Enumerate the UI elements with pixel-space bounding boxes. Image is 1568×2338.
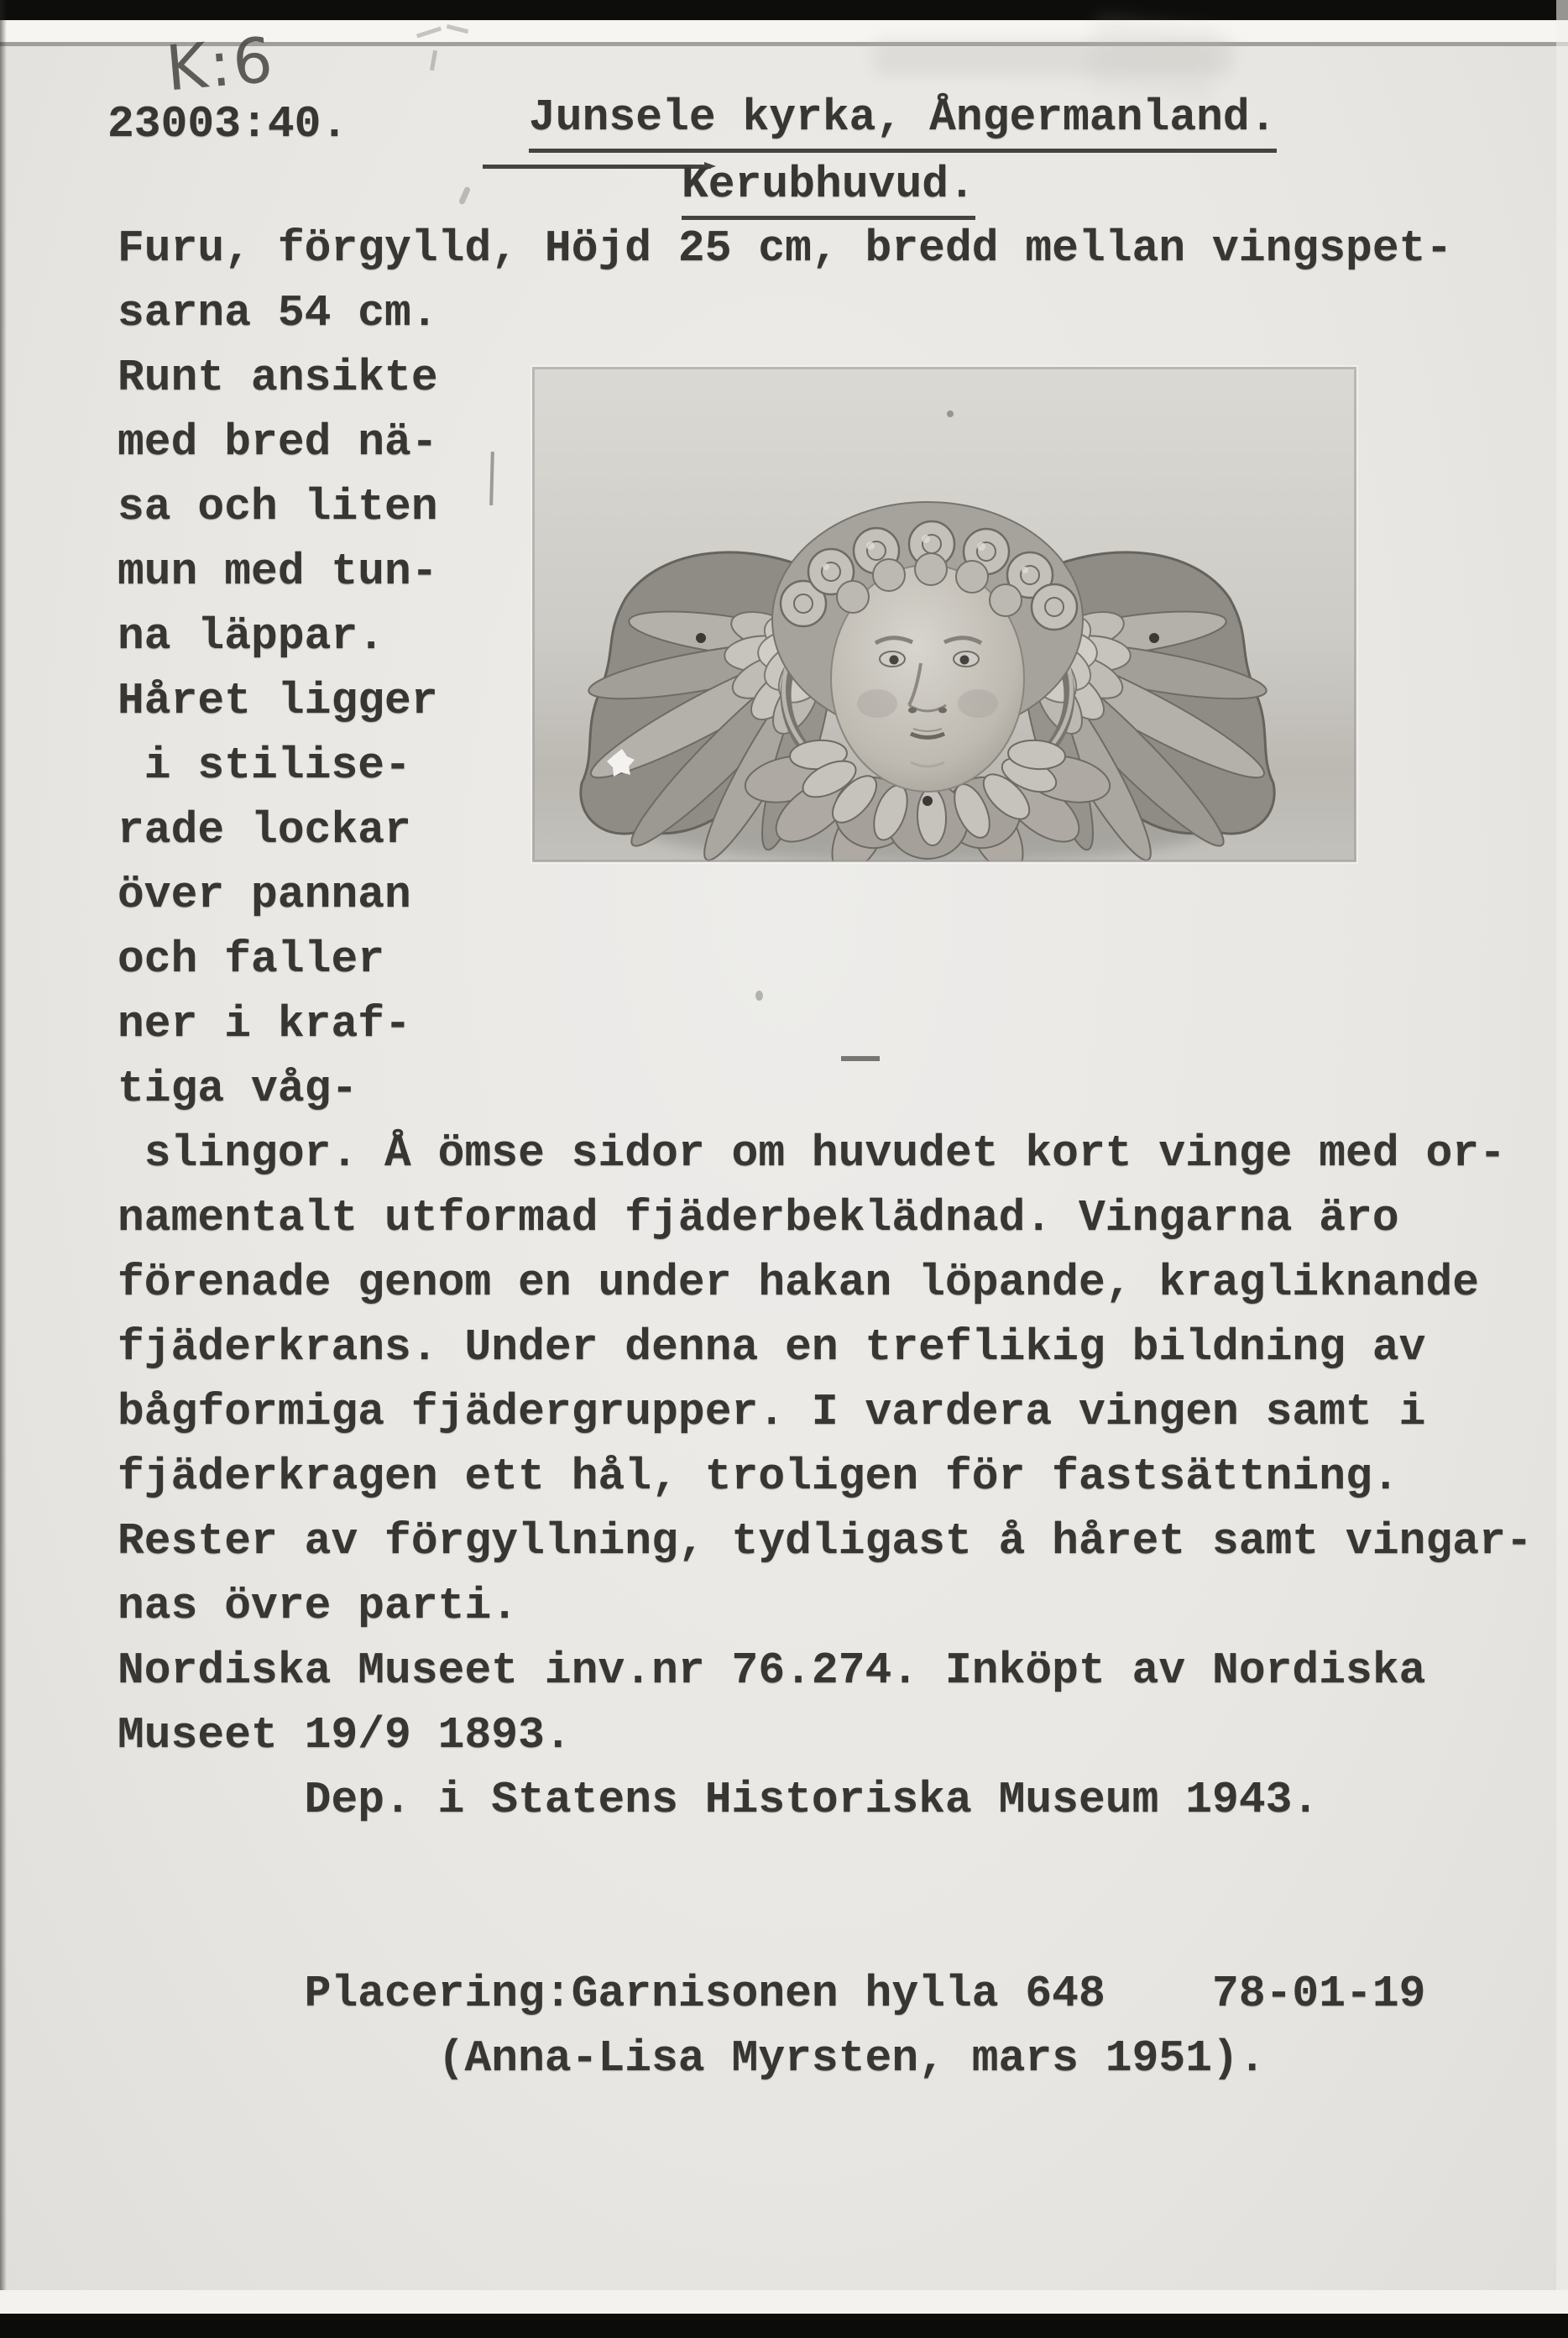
- typed-line: sa och liten: [118, 482, 438, 532]
- typed-line: (Anna-Lisa Myrsten, mars 1951).: [118, 2033, 1266, 2084]
- typed-line: [118, 1897, 1533, 1962]
- pencil-mark: [458, 186, 471, 206]
- typed-line: Dep. i Statens Historiska Museum 1943.: [118, 1775, 1320, 1825]
- card-subtitle-text: Kerubhuvud.: [682, 160, 975, 220]
- typed-line: Nordiska Museet inv.nr 76.274. Inköpt av Nordiska: [118, 1645, 1426, 1696]
- typed-line: nas övre parti.: [118, 1581, 519, 1631]
- right-pupil: [960, 656, 970, 665]
- typed-line: tiga våg-: [118, 1064, 358, 1114]
- typed-line: slingor. Å ömse sidor om huvudet kort vinge med or-: [118, 1128, 1506, 1179]
- paper-edge-right: [1556, 0, 1568, 2338]
- card-title-text: Junsele kyrka, Ångermanland.: [529, 92, 1277, 153]
- typed-line: Håret ligger: [118, 676, 438, 726]
- paper-edge-left: [0, 0, 7, 2338]
- typed-line: na läppar.: [118, 611, 385, 662]
- left-nostril: [908, 708, 917, 714]
- typed-line: över pannan: [118, 870, 411, 920]
- typed-line: sarna 54 cm.: [118, 288, 438, 338]
- cherub-photograph: [533, 368, 1356, 861]
- photo-speck: [947, 411, 954, 417]
- typed-line: fjäderkrans. Under denna en treflikig bildning av: [118, 1322, 1426, 1373]
- typed-line: Rester av förgyllning, tydligast å håret samt vingar-: [118, 1516, 1533, 1567]
- typed-line: rade lockar: [118, 805, 411, 855]
- card-subtitle: [682, 160, 975, 210]
- typed-line: Museet 19/9 1893.: [118, 1710, 572, 1760]
- right-nostril: [938, 708, 947, 714]
- typed-line: fjäderkragen ett hål, troligen för fastsättning.: [118, 1451, 1399, 1502]
- typed-line: bågformiga fjädergrupper. I vardera vingen samt i: [118, 1387, 1426, 1437]
- typed-line: [118, 1833, 1533, 1897]
- typed-line: Runt ansikte: [118, 353, 438, 403]
- typed-line: Placering:Garnisonen hylla 648 78-01-19: [118, 1969, 1426, 2019]
- scan-edge-bottom: [0, 2314, 1568, 2338]
- scanner-bed-strip-bottom: [0, 2290, 1568, 2314]
- cherub-photo-art: [533, 368, 1356, 861]
- left-pupil: [890, 656, 899, 665]
- scan-edge-top: [0, 0, 1568, 20]
- wing-hole: [696, 633, 706, 643]
- inventory-number: 23003:40.: [107, 99, 348, 149]
- collar-hole: [923, 796, 933, 806]
- typed-line: i stilise-: [118, 740, 411, 791]
- typed-line: namentalt utformad fjäderbeklädnad. Vingarna äro: [118, 1193, 1399, 1243]
- right-cheek-shade: [958, 689, 998, 718]
- typed-line: förenade genom en under hakan löpande, kragliknande: [118, 1258, 1480, 1308]
- pencil-scribble: [413, 25, 485, 76]
- typed-line: och faller: [118, 934, 385, 985]
- left-cheek-shade: [857, 689, 897, 718]
- typed-line: mun med tun-: [118, 547, 438, 597]
- pencil-dash: [841, 1056, 880, 1061]
- handwritten-mark: K:6: [163, 24, 279, 106]
- typed-line: ner i kraf-: [118, 999, 411, 1049]
- ink-speck: [755, 991, 763, 1001]
- underline-stroke: [483, 165, 711, 169]
- typed-line: med bred nä-: [118, 417, 438, 468]
- card-title: [529, 92, 1277, 143]
- faint-stamp-smudge: [1087, 14, 1220, 102]
- typed-line: Furu, förgylld, Höjd 25 cm, bredd mellan vingspet-: [118, 223, 1453, 274]
